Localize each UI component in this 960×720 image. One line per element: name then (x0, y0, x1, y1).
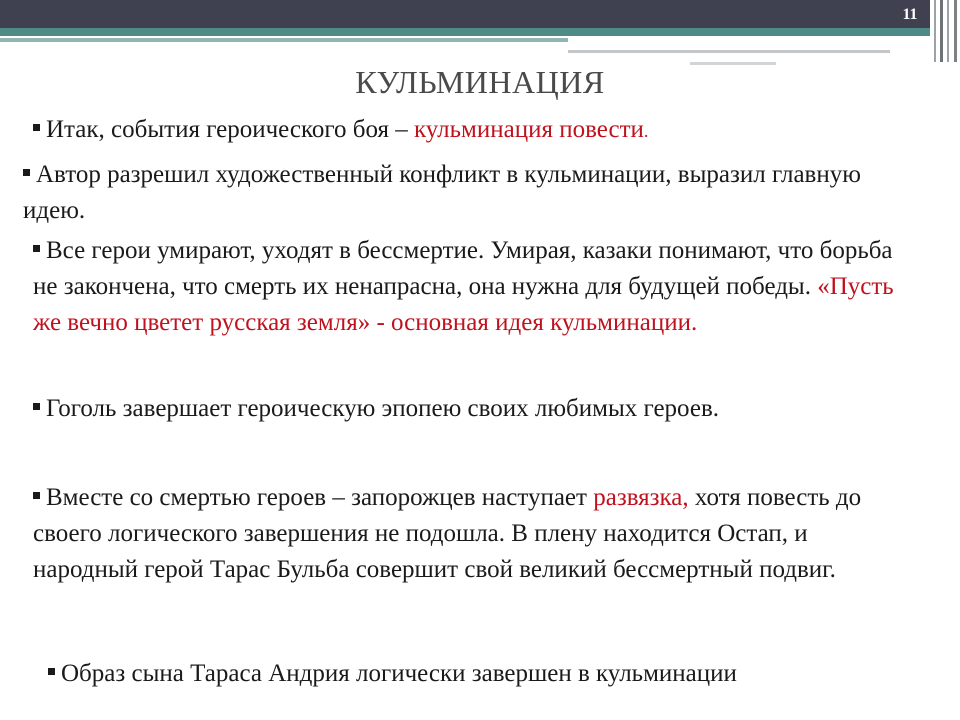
slide-title: КУЛЬМИНАЦИЯ (355, 64, 605, 100)
header-accent-line (0, 28, 930, 36)
decor-stripe (934, 0, 936, 62)
square-bullet-icon (33, 403, 40, 410)
highlight-text: «Пусть же вечно цветет русская земля» - основная идея кульминации. (33, 273, 894, 336)
paragraph-text: Гоголь завершает героическую эпопею своих любимых героев. (46, 395, 719, 422)
square-bullet-icon (33, 492, 40, 499)
paragraph-text: Вместе со смертью героев – запорожцев наступает (46, 484, 594, 511)
highlight-text: кульминация повести (413, 116, 644, 143)
bullet-paragraph-5 (33, 480, 913, 588)
bullet-paragraph-4 (33, 391, 923, 427)
slide-number: 11 (902, 6, 918, 23)
paragraph-text: Образ сына Тараса Андрия логически завершен в кульминации (61, 660, 737, 687)
square-bullet-icon (33, 124, 40, 131)
bullet-paragraph-3 (33, 233, 913, 341)
header-band (0, 0, 960, 28)
paragraph-text: Все герои умирают, уходят в бессмертие. Умирая, казаки понимают, что борьба не закончена, что смерть их ненапрасна, она нужна для будущей победы. (33, 237, 893, 300)
bullet-paragraph-2 (23, 157, 903, 229)
square-bullet-icon (23, 169, 30, 176)
paragraph-text: Автор разрешил художественный конфликт в кульминации, выразил главную идею. (23, 161, 861, 224)
highlight-text: развязка, (593, 484, 689, 511)
paragraph-text: Итак, события героического боя – (46, 116, 414, 143)
paragraph-text-continued: хотя повесть до своего логического завершения не подошла. В плену находится Остап, и народный герой Тарас Бульба совершит свой великий бессмертный подвиг. (33, 484, 862, 583)
header-gray-rule (568, 50, 890, 53)
square-bullet-icon (33, 245, 40, 252)
decor-stripe (940, 0, 943, 62)
bullet-paragraph-6 (48, 656, 928, 692)
bullet-paragraph-1 (33, 112, 913, 149)
decor-stripe (954, 0, 957, 62)
decor-stripe (947, 0, 949, 62)
highlight-punct: . (643, 121, 649, 141)
square-bullet-icon (48, 668, 55, 675)
right-decor-bar (930, 0, 960, 720)
